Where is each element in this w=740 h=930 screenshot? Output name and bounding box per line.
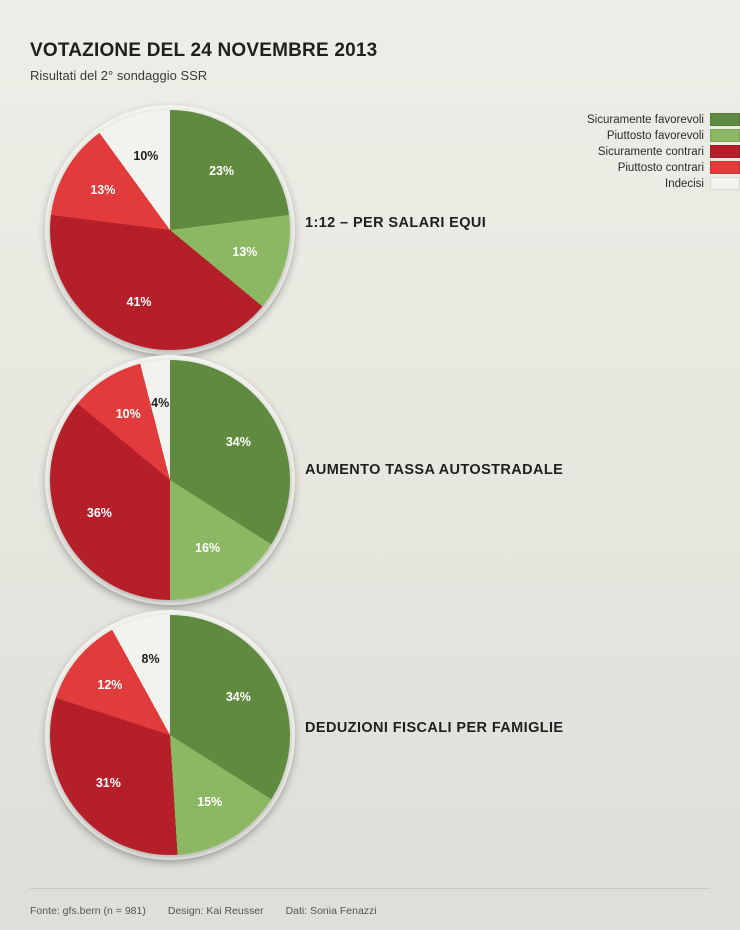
- legend-color-swatch: [710, 145, 740, 158]
- footer-design: Design: Kai Reusser: [167, 905, 264, 917]
- pie-slice-label: 4%: [151, 395, 170, 410]
- pie-slice-label: 10%: [115, 407, 141, 422]
- footer-credits: [30, 905, 377, 917]
- pie-slice-label: 36%: [86, 506, 112, 521]
- footer-source: Fonte: gfs.bern (n = 981): [30, 905, 146, 917]
- pie-slice-label: 34%: [225, 690, 251, 705]
- pie-slice-label: 23%: [209, 164, 235, 179]
- page-title: VOTAZIONE DEL 24 NOVEMBRE 2013: [30, 40, 378, 61]
- pie-chart-block-1: [50, 110, 290, 350]
- pie-slice-label: 12%: [97, 678, 123, 693]
- pie-chart-2: [50, 360, 290, 600]
- header: [30, 40, 377, 83]
- footer-divider: [30, 888, 710, 889]
- pie-chart-3: [50, 615, 290, 855]
- pie-title-3: DEDUZIONI FISCALI PER FAMIGLIE: [305, 720, 564, 736]
- legend-color-swatch: [710, 177, 740, 190]
- legend-item: [540, 176, 740, 191]
- legend-item: [540, 144, 740, 159]
- pie-slice-label: 31%: [95, 775, 121, 790]
- pie-title-1: 1:12 – PER SALARI EQUI: [305, 215, 487, 231]
- pie-slice-label: 16%: [195, 541, 221, 556]
- legend-item: [540, 112, 740, 127]
- legend-item-label: Piuttosto favorevoli: [606, 129, 704, 142]
- legend-item-label: Piuttosto contrari: [617, 161, 704, 174]
- legend-item: [540, 160, 740, 175]
- pie-slice-label: 41%: [126, 294, 152, 309]
- pie-slice-label: 10%: [133, 148, 159, 163]
- pie-slices-3: [50, 615, 290, 855]
- pie-slice-label: 8%: [141, 652, 160, 667]
- pie-slice-label: 15%: [197, 795, 223, 810]
- pie-slices-1: [50, 110, 290, 350]
- pie-chart-block-2: [50, 360, 290, 600]
- legend-color-swatch: [710, 113, 740, 126]
- pie-slices-2: [50, 360, 290, 600]
- legend-item-label: Sicuramente favorevoli: [587, 113, 704, 126]
- pie-slice-label: 13%: [90, 183, 116, 198]
- pie-chart-1: [50, 110, 290, 350]
- pie-title-2: AUMENTO TASSA AUTOSTRADALE: [305, 462, 564, 478]
- legend-color-swatch: [710, 161, 740, 174]
- pie-slice-label: 34%: [225, 435, 251, 450]
- legend-item-label: Sicuramente contrari: [597, 145, 704, 158]
- legend-item-label: Indecisi: [665, 177, 704, 190]
- footer-data: Dati: Sonia Fenazzi: [285, 905, 377, 917]
- legend-color-swatch: [710, 129, 740, 142]
- legend: [540, 112, 740, 192]
- pie-slice-label: 13%: [232, 244, 258, 259]
- pie-chart-block-3: [50, 615, 290, 855]
- page-subtitle: Risultati del 2° sondaggio SSR: [30, 68, 208, 83]
- legend-item: [540, 128, 740, 143]
